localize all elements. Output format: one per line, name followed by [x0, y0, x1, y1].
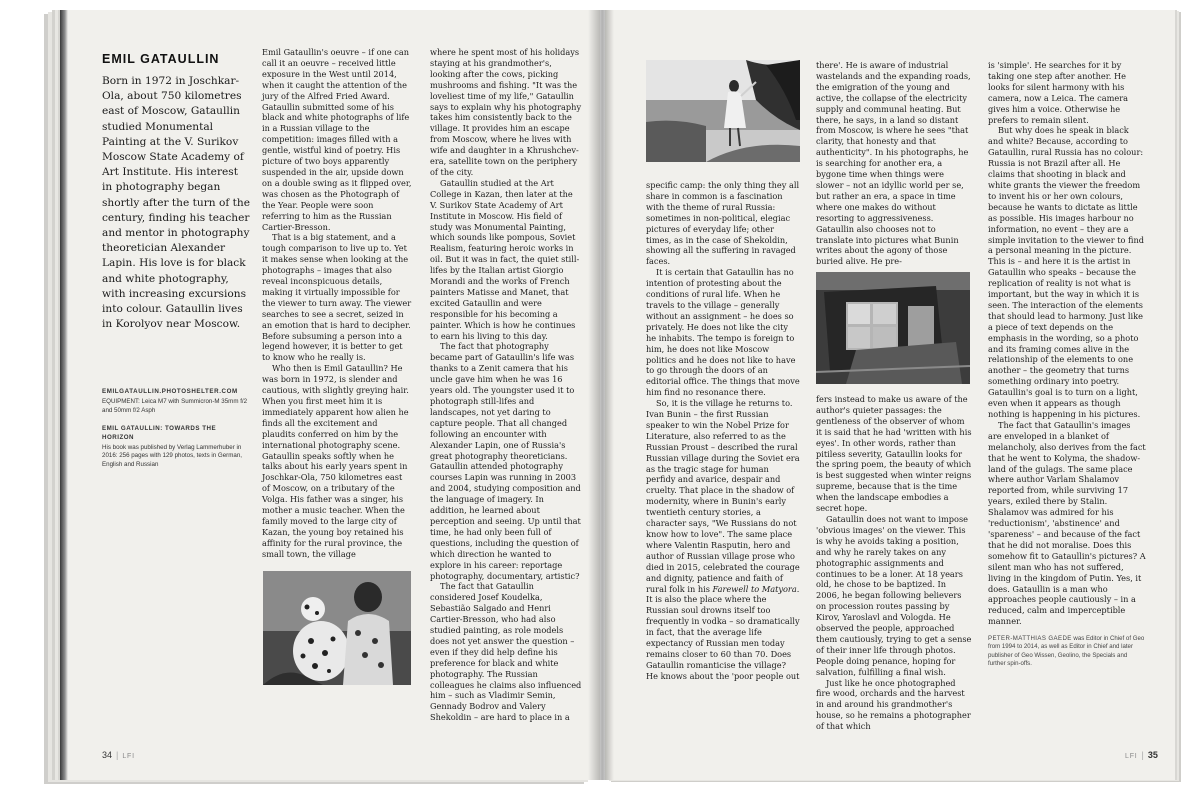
folio-separator: |	[116, 750, 119, 760]
article-column-4-bottom	[816, 394, 972, 732]
author-bio: was Editor in Chief of Geo from 1994 to 2014, as well as Editor in Chief and later publisher of Geo Wissen, Geolino, the Specials and further spin-offs.	[988, 635, 1145, 667]
page-number: 35	[1147, 750, 1158, 760]
paragraph: It is certain that Gataullin has no intention of protesting about the conditions of rural life. When he travels to the village – generally without an assignment – he does so privately. He does not like the city he inhabits. The tempo is foreign to him, he does not like Moscow politics and he does not like to have to go through the doors of an editorial office. The things that move him find no resonance there.	[646, 267, 800, 398]
author-sidebar	[102, 52, 250, 479]
paragraph: there'. He is aware of industrial wastelands and the expanding roads, the emigration of the young and active, the collapse of the electricity supply and communal heating. But there, he says, in a land so distant from Moscow, is where he sees "that clarity, that honesty and that authenticity". In his photographs, he is searching for another era, a bygone time when things were slower – not an idyllic world per se, but rather an era, a space in time where one makes do without resorting to aggressiveness. Gataullin also chooses not to translate into pictures what Bunin writes about the agony of those buried alive. He pre-	[816, 60, 971, 267]
author-credit	[988, 635, 1146, 668]
book-description: His book was published by Verlag Lammerhuber in 2016: 256 pages with 129 photos, texts in German, English and Russian	[102, 444, 242, 468]
left-page	[60, 10, 600, 780]
author-name: PETER-MATTHIAS GAEDE	[988, 635, 1072, 643]
paragraph: The fact that Gataullin's images are enveloped in a blanket of melancholy, also derives from the fact that he went to Kolyma, the shadow-land of the gulags. The same place where author Varlam Shalamov reported from, while surviving 17 years, exiled there by Stalin. Shalamov was admired for his 'reductionism', 'abstinence' and 'spareness' – and because of the fact that he did not moralise. Does this somehow fit to Gataullin's pictures? A silent man who has not suffered, living in the kingdom of Putin. Yes, it does. Gataullin is a man who approaches people cautiously – in a reduced, calm and imperceptible manner.	[988, 419, 1146, 627]
paragraph: The fact that photography became part of Gataullin's life was thanks to a Zenit camera that his uncle gave him when he was 16 years old. The youngster used it to photograph still-lifes and landscapes, not yet daring to capture people. That all changed following an encounter with Alexander Lapin, one of Russia's great photography theoreticians. Gataullin attended photography courses Lapin was running in 2003 and 2004, studying composition and the language of imagery. In addition, he learned about perception and seeing. Up until that time, he had only been full of questions, including the question of which direction he wanted to explore in his career: reportage photography, documentary, artistic?	[430, 341, 581, 581]
paragraph: Emil Gataullin's oeuvre – if one can call it an oeuvre – received little exposure in the West until 2014, when it caught the attention of the jury of the Alfred Fried Award. Gataullin submitted some of his black and white photographs of life in a Russian village to the competition: images filled with a gentle, wistful kind of poetry. His picture of two boys apparently suspended in the air, upside down on a double swing as it flipped over, was chosen as the Photograph of the Year. People were soon referring to him as the Russian Cartier-Bresson.	[262, 47, 412, 232]
photo-house-window	[816, 272, 970, 384]
paragraph-text: . It is also the place where the Russian soul drowns itself too frequently in vodka – so dramatically in fact, that the average life expectancy of Russian men today remains closer to 60 than 70. Does Gataullin romanticise the village? He knows about the 'poor people out	[646, 583, 800, 681]
page-folio-left	[102, 750, 135, 760]
paragraph: Who then is Emil Gataullin? He was born in 1972, is slender and cautious, with slightly greying hair. When you first meet him it is immediately apparent how alien he finds all the excitement and plaudits conferred on him by the international photography scene. Gataullin speaks softly when he talks about his early years spent in Joschkar-Ola, 750 kilometres east of Moscow, on a tributary of the Volga. His father was a singer, his mother a music teacher. When the family moved to the large city of Kazan, the young boy retained his affinity for the rural province, the small town, the village	[262, 363, 409, 559]
page-edge	[60, 10, 68, 780]
photo-dalmatian-and-girl	[263, 571, 411, 685]
article-column-3	[646, 180, 800, 682]
article-column-4-top	[816, 60, 972, 267]
paragraph: The fact that Gataullin considered Josef Koudelka, Sebastião Salgado and Henri Cartier-Bresson, who had also studied painting, as role models does not yet answer the question – even if they did help define his preference for black and white photography. The Russian colleagues he claims also influenced him – such as Vladimir Semin, Gennady Bodrov and Valery Shekoldin – are hard to place in a	[430, 581, 582, 723]
page-folio-right	[1125, 750, 1158, 760]
paragraph: Gataullin does not want to impose 'obvious images' on the viewer. This is why he avoids taking a position, and why he rarely takes on any photographic assignments and continues to be a loner. At 18 years old, he chose to be baptized. In 2006, he began following believers on procession routes passing by Kirov, Yaroslavl and Vologda. He observed the people, approached them cautiously, trying to get a sense of their inner life through photos. People doing penance, hoping for salvation, fulfilling a final wish.	[816, 513, 972, 677]
paragraph: where he spent most of his holidays staying at his grandmother's, looking after the cows, picking mushrooms and fishing. "It was the loveliest time of my life," Gataullin says to explain why his photography takes him consistently back to the village. It provides him an escape from Moscow, where he lives with wife and daughter in a Khrushchev-era, satellite town on the periphery of the city.	[430, 47, 582, 177]
magazine-name: LFI	[1125, 753, 1138, 760]
equipment-note: EQUIPMENT: Leica M7 with Summicron-M 35mm f/2 and 50mm f/2 Asph	[102, 398, 248, 414]
magazine-name: LFI	[122, 753, 135, 760]
paragraph: specific camp: the only thing they all share in common is a fascination with the theme of rural Russia: sometimes in non-political, elegiac pictures of everyday life; other times, as in the case of Shekoldin, showing all the suffering in ravaged faces.	[646, 180, 800, 267]
artist-name: EMIL GATAULLIN	[102, 52, 220, 66]
paragraph: Gataullin studied at the Art College in Kazan, then later at the V. Surikov State Academy of Art Institute in Moscow. His field of study was Monumental Painting, which sounds like pompous, Soviet Realism, featuring heroic works in oil. But it was in fact, the quiet still-lifes by the Italian artist Giorgio Morandi and the works of French painters Matisse and Manet, that excited Gataullin and were responsible for his becoming a painter. Which is how he continues to earn his living to this day.	[430, 177, 580, 341]
paragraph: But why does he speak in black and white? Because, according to Gataullin, rural Russia has no colour: Russia is not Brazil after all. He claims that shooting in black and white grants the viewer the freedom to invent his or her own colours, because he wants to dictate as little as possible. His images harbour no information, no event – they are a simple invitation to the viewer to find a personal meaning in the picture. This is – and here it is the artist in Gataullin who speaks – because the replication of reality is not what is important, but the way in which it is seen. The interaction of the elements that should lead to harmony. Just like a piece of text depends on the emphasis in the wording, so a photo and its framing comes alive in the relationship of the elements to one another – the geometry that turns something ordinary into poetry. Gataullin's goal is to turn on a light, even when it appears as though nothing is happening in his pictures.	[988, 125, 1145, 419]
folio-separator: |	[1141, 750, 1144, 760]
paragraph: fers instead to make us aware of the author's quieter passages: the gentleness of the observer of whom it is said that he had 'written with his eyes'. In other words, rather than pitiless severity, Gataullin looks for the spring poem, the beauty of which is best suggested when winter reigns supreme, because that is the time when the landscape embodies a secret hope.	[816, 394, 972, 514]
article-column-1	[262, 47, 412, 560]
article-column-5	[988, 60, 1146, 668]
book-title: EMIL GATAULLIN: TOWARDS THE HORIZON	[102, 425, 217, 441]
paragraph	[646, 398, 800, 682]
photo-woman-by-the-sea	[646, 60, 800, 162]
paragraph-text: So, it is the village he returns to. Ivan Bunin – the first Russian speaker to win the Nobel Prize for Literature, also referred to as the Russian Proust – described the rural Russian village during the Soviet era as the tragic stage for human perfidy and avarice, despair and cruelty. That place in the shadow of modernity, where in Bunin's early twentieth century stories, a character says, "We Russians do not know how to love". The same place where Valentin Rasputin, hero and author of Russian village prose who died in 2015, celebrated the courage and dignity, patience and faith of rural folk in his	[646, 398, 800, 594]
paragraph: That is a big statement, and a tough comparison to live up to. Yet it makes sense when looking at the photographs – images that also reveal inconspicuous details, making it virtually impossible for the viewer to turn away. The viewer searches to see a secret, seized in an emotion that is hard to decipher. Before subsuming a person into a legend however, it is better to get to know who he really is.	[262, 232, 412, 363]
artist-bio: Born in 1972 in Joschkar-Ola, about 750 kilometres east of Moscow, Gataullin studied Monumental Painting at the V. Surikov Moscow State Academy of Art Institute. His interest in photography began shortly after the turn of the century, finding his teacher and mentor in photography theoretician Alexander Lapin. His love is for black and white photography, with increasing excursions into colour. Gataullin lives in Korolyov near Moscow.	[102, 75, 250, 331]
paragraph: is 'simple'. He searches for it by taking one step after another. He looks for silent harmony with his camera, now a Leica. The camera gives him a voice. Otherwise he prefers to remain silent.	[988, 60, 1128, 125]
paragraph: Just like he once photographed fire wood, orchards and the harvest in and around his grandmother's house, so he remains a photographer of that which	[816, 677, 971, 732]
page-number: 34	[102, 750, 113, 760]
article-column-2	[430, 47, 582, 723]
photo-house-window-image	[816, 272, 970, 384]
book-reference: Farewell to Matyora	[712, 583, 797, 594]
sidebar-meta	[102, 388, 250, 469]
right-page	[605, 10, 1175, 780]
photo-woman-by-the-sea-image	[646, 60, 800, 162]
artist-website: EMILGATAULLIN.PHOTOSHELTER.COM	[102, 388, 238, 396]
photo-dalmatian-and-girl-image	[263, 571, 411, 685]
